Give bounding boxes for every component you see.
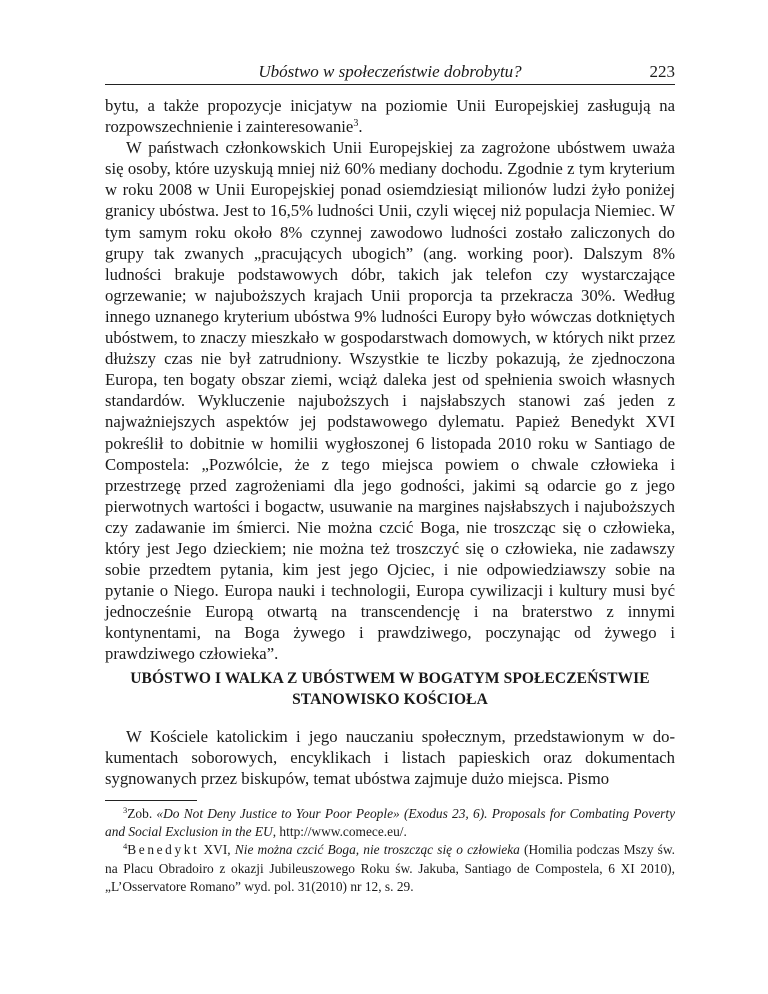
footnote-ref-3[interactable]: 3: [353, 118, 359, 130]
footnote-4: [105, 841, 675, 896]
footnote-author-rest: XVI,: [199, 842, 235, 858]
footnote-source: , http://www.comece.eu/.: [272, 824, 407, 840]
running-title: Ubóstwo w społeczeństwie dobrobytu?: [258, 62, 522, 81]
footnote-source: (Homilia podczas Mszy św. na Placu Obradoiro z okazji Jubileuszowego Roku św. Jakuba, Santiago de Compostela, 6 XI 2010), „L’Osservatore Romano” wyd. pol. 31(2010) nr 12, s. 29.: [105, 842, 676, 894]
body-text: [105, 95, 675, 665]
footnote-3: [105, 805, 675, 841]
section-body: [105, 726, 675, 789]
page-number: 223: [649, 62, 675, 81]
footnotes: [105, 805, 675, 896]
footnote-separator: [105, 800, 197, 801]
section-heading: [105, 668, 675, 710]
running-header: [105, 62, 675, 85]
footnote-number: 4: [123, 841, 128, 852]
footnote-number: 3: [123, 805, 128, 815]
footnote-title: Nie można czcić Boga, nie troszcząc się o człowieka: [234, 842, 520, 858]
footnote-prefix: Zob.: [127, 806, 157, 821]
footnote-author: Benedykt: [127, 842, 200, 858]
footnote-title: «Do Not Deny Justice to Your Poor People» (Exodus 23, 6). Proposals for Combating Poverty and Social Exclusion in the EU: [105, 806, 676, 840]
paragraph-poverty-statistics: W państwach członkowskich Unii Europejskiej za zagrożone ubóstwem uważa się osoby, które uzyskują mniej niż 60% mediany dochodu. Zgodnie z tym kryterium w roku 2008 w Unii Europejskiej ponad osiemdziesiąt milionów ludzi żyło poniżej granicy ubóstwa. Jest to 16,5% ludności Unii, czyli więcej niż populacja Niemiec. W tym samym roku około 8% czynnej zawodowo ludności zostało zaliczonych do grupy tak zwanych „pracujących ubogich” (ang. working poor). Dalszym 8% ludności brakuje podstawowych dóbr, takich jak telefon czy wystarczające ogrzewanie; w najuboższych krajach Unii proporcja ta przekracza 30%. Według innego uznanego kryterium ubóstwa 9% ludności Europy było wówczas dotkniętych ubóstwem, to znaczy mieszkało w gospodarstwach domowych, w których nikt przez dłuższy czas nie był zatrudniony. Wszystkie te liczby pokazują, że zjednoczona Europa, ten bogaty obszar ziemi, wciąż daleka jest od spełnienia swoich własnych standardów. Wykluczenie najuboższych i najsłabszych stanowi zaś jeden z najważniejszych aspektów jej podstawowego dylematu. Papież Benedykt XVI pokreślił to dobitnie w homilii wygłoszonej 6 listopada 2010 roku w Santiago de Compostela: „Pozwólcie, że z tego miejsca powiem o chwale człowieka i przestrzegę przed zagrożeniami dla jego godności, jakimi są odarcie go z jego pierwotnych wartości i bogactw, usuwanie na margines najsłabszych i najuboższych czy zadawanie im śmierci. Nie można czcić Boga, nie troszcząc się o człowieka, który jest Jego dzieckiem; nie można też troszczyć się o człowieka, nie zadawszy sobie przedtem pytania, kim jest jego Ojciec, i nie odpowiedziawszy sobie na pytanie o Niego. Europa nauki i technologii, Europa cywilizacji i kultury musi być jednocześnie Europą otwartą na transcendencję i na braterstwo z innymi kontynentami, na Boga żywego i prawdziwego, poczynając od żywego i prawdziwego człowieka”.: [105, 138, 675, 664]
paragraph-church-teaching: W Kościele katolickim i jego nauczaniu społecznym, przedstawionym w dokumentach soborowych, encyklikach i listach papieskich oraz dokumentach sygnowanych przez biskupów, temat ubóstwa zajmuje dużo miejsca. Pismo: [105, 727, 675, 789]
paragraph-end: .: [358, 117, 363, 137]
section-heading-line-2: STANOWISKO KOŚCIOŁA: [292, 691, 488, 708]
paragraph-text: bytu, a także propozycje inicjatyw na poziomie Unii Europejskiej zasługują na rozpowszechnienie i zainteresowanie: [105, 96, 675, 137]
section-heading-line-1: UBÓSTWO I WALKA Z UBÓSTWEM W BOGATYM SPOŁECZEŃSTWIE: [130, 670, 650, 687]
paragraph-continuation: [105, 95, 675, 137]
